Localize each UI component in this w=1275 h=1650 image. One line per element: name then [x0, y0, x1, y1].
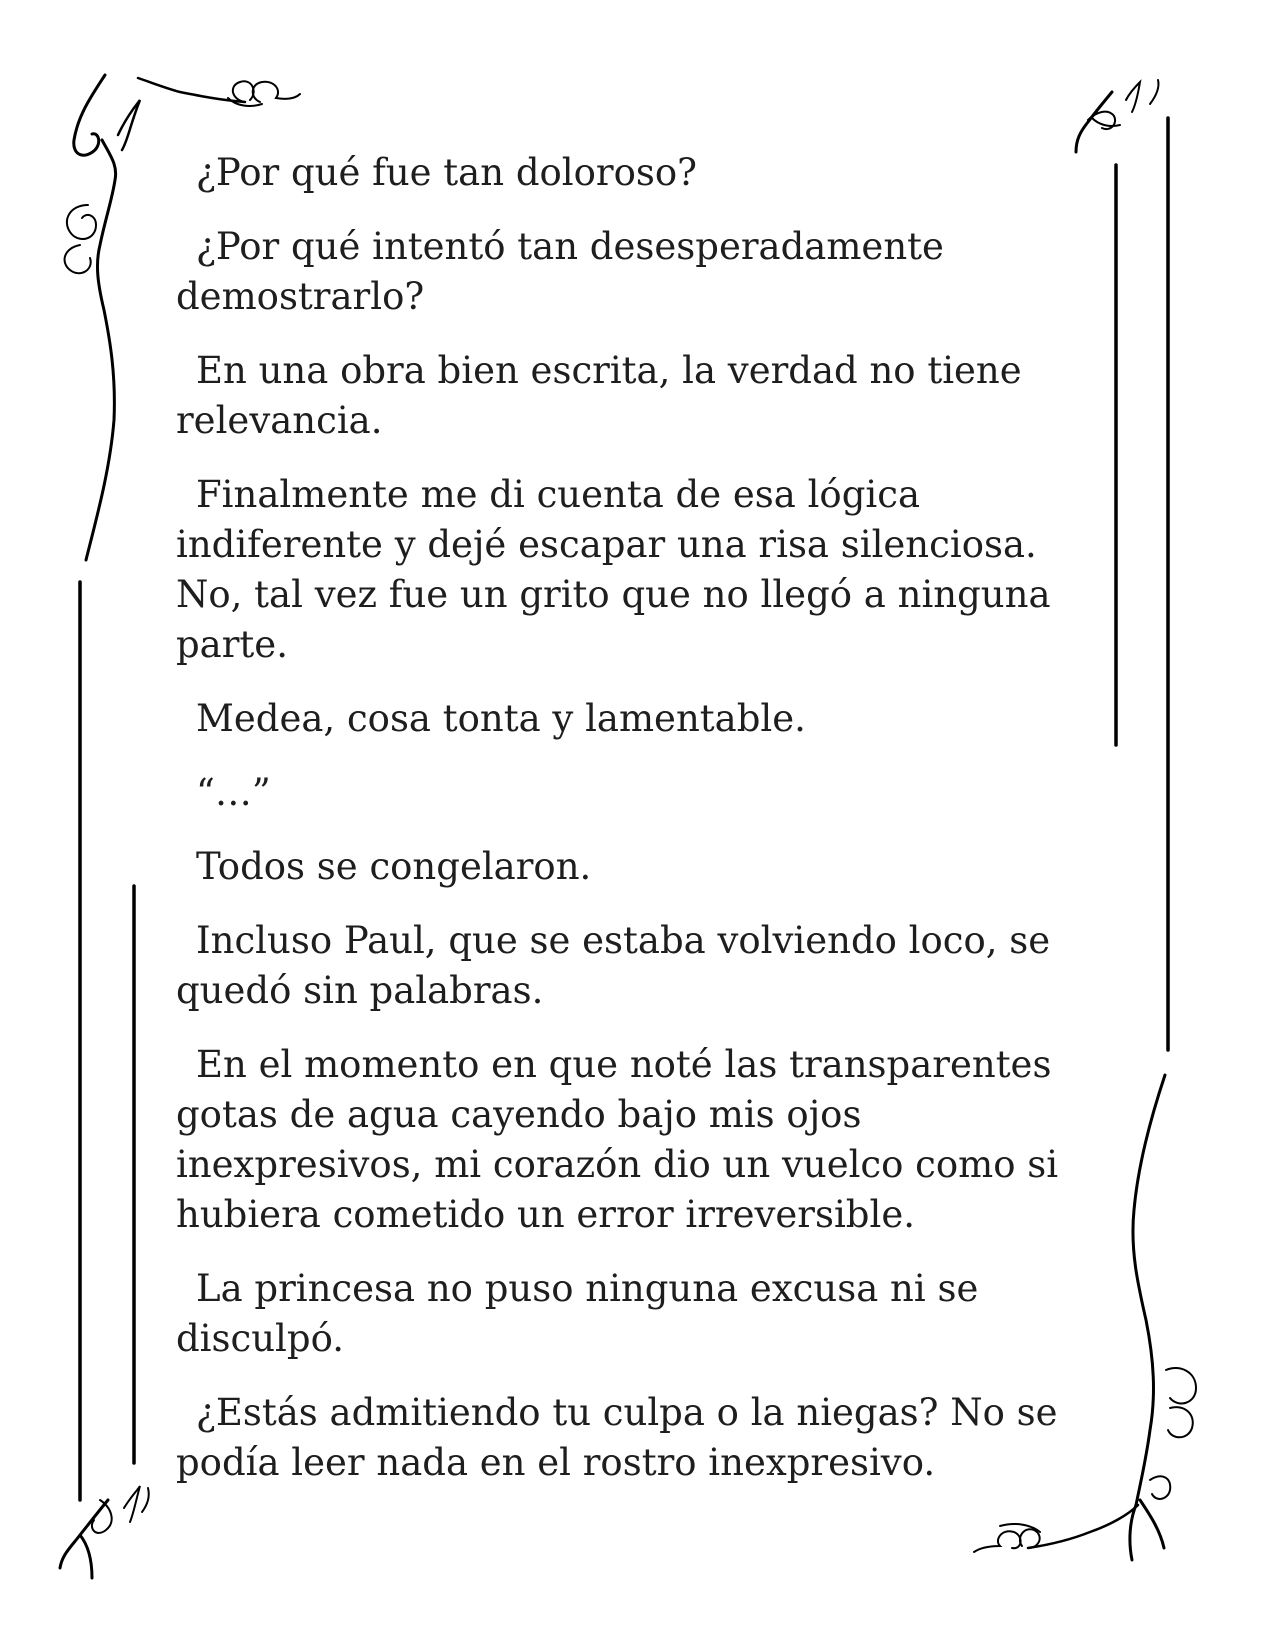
paragraph-2: ¿Por qué intentó tan desesperadamente demostrarlo? [176, 225, 944, 318]
paragraph-11: ¿Estás admitiendo tu culpa o la niegas? No se podía leer nada en el rostro inexpresivo. [176, 1391, 1058, 1484]
paragraph-6: “…” [196, 771, 271, 814]
paragraph-1: ¿Por qué fue tan doloroso? [196, 151, 697, 194]
paragraph-3: En una obra bien escrita, la verdad no tiene relevancia. [176, 349, 1022, 442]
paragraph-7: Todos se congelaron. [196, 845, 592, 888]
paragraph-9: En el momento en que noté las transparentes gotas de agua cayendo bajo mis ojos inexpresivos, mi corazón dio un vuelco como si hubiera cometido un error irreversible. [176, 1043, 1059, 1236]
paragraph-8: Incluso Paul, que se estaba volviendo loco, se quedó sin palabras. [176, 919, 1051, 1012]
paragraph-5: Medea, cosa tonta y lamentable. [196, 697, 806, 740]
bottom-left-flourish [60, 1486, 149, 1578]
text-column [176, 148, 1076, 1512]
top-right-flourish [1076, 80, 1159, 152]
paragraph-10: La princesa no puso ninguna excusa ni se disculpó. [176, 1267, 979, 1360]
paragraph-4: Finalmente me di cuenta de esa lógica indiferente y dejé escapar una risa silenciosa. No, tal vez fue un grito que no llegó a ninguna parte. [176, 473, 1051, 666]
